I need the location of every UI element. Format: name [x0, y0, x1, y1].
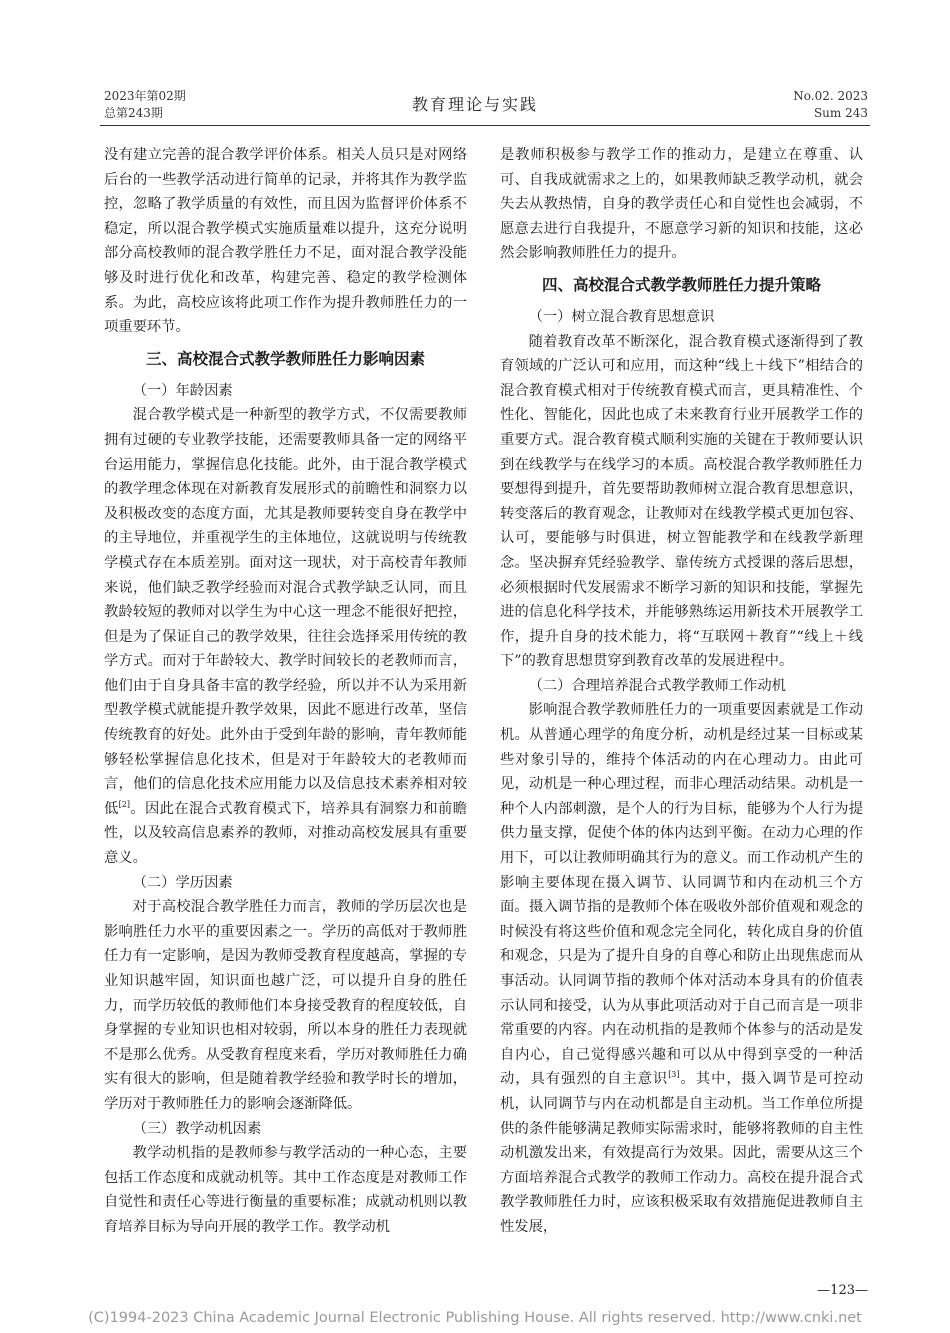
paragraph-text: 影响混合教学教师胜任力的一项重要因素就是工作动机。从普通心理学的角度分析，动机是经过某一目标或某些对象引导的，维持个体活动的内在心理动力。由此可见，动机是一种心理过程，而非心理活动结果。动机是一种个人内部刺激，是个人的行为目标，能够为个人行为提供力量支撑，促使个体的体内达到平衡。在动力心理的作用下，可以让教师明确其行为的意义。而工作动机产生的影响主要体现在摄入调节、认同调节和内在动机三个方面。摄入调节指的是教师个体在吸收外部价值观和观念的时候没有将这些价值和观念完全同化，转化成自身的价值和观念，只是为了提升自身的自尊心和防止出现焦虑而从事活动。认同调节指的教师个体对活动本身具有的价值表示认同和接受，认为从事此项活动对于自己而言是一项非常重要的内容。内在动机指的是教师个体参与的活动是发自内心，自己觉得感兴趣和可以从中得到享受的一种活动，具有强烈的自主意识 — [500, 702, 863, 1088]
issue-sum-en: Sum 243 — [813, 106, 868, 120]
section-heading: 四、高校混合式教学教师胜任力提升策略 — [541, 275, 821, 294]
subsection-heading: （二）学历因素 — [132, 874, 233, 891]
paragraph: 随着教育改革不断深化，混合教育模式逐渐得到了教育领域的广泛认可和应用，而这种“线上＋线下”相结合的混合教育模式相对于传统教育模式而言，更具精准性、个性化、智能化，因此也成了未来教育行业开展教学工作的重要方式。混合教育模式顺利实施的关键在于教师要认识到在线教学与在线学习的本质。高校混合教学教师胜任力要想得到提升，首先要帮助教师树立混合教育思想意识，转变落后的教育观念，让教师对在线教学模式更加包容、认可，要能够与时俱进，树立智能教学和在线教学新理念。坚决摒弃凭经验教学、靠传统方式授课的落后思想，必须根据时代发展需求不断学习新的知识和技能，掌握先进的信息化科学技术，并能够熟练运用新技术开展教学工作，提升自身的技术能力，将“互联网＋教育”“线上＋线下”的教育思想贯穿到教育改革的发展进程中。 — [500, 333, 863, 670]
issue-number-en: No.02. 2023 — [793, 89, 868, 103]
section-heading: 三、高校混合式教学教师胜任力影响因素 — [145, 349, 425, 368]
subsection-heading: （一）年龄因素 — [132, 382, 233, 399]
subsection-heading: （一）树立混合教育思想意识 — [528, 308, 715, 325]
page-number: —123— — [817, 1283, 868, 1298]
journal-title: 教育理论与实践 — [411, 95, 538, 114]
subsection-heading: （二）合理培养混合式教学教师工作动机 — [528, 677, 786, 694]
issue-info-en — [793, 88, 868, 122]
paragraph: 对于高校混合教学胜任力而言，教师的学历层次也是影响胜任力水平的重要因素之一。学历的高低对于教师胜任力有一定影响，是因为教师受教育程度越高，掌握的专业知识越牢固，知识面也越广泛，可以提升自身的胜任力，而学历较低的教师他们本身接受教育的程度较低，自身掌握的专业知识也相对较弱，所以本身的胜任力表现就不是那么优秀。从受教育程度来看，学历对教师胜任力确实有很大的影响，但是随着教学经验和教学时长的增加，学历对于教师胜任力的影响会逐渐降低。 — [104, 899, 467, 1112]
issue-total-number: 总第243期 — [104, 106, 163, 120]
right-column — [500, 143, 863, 1240]
paragraph-text: 混合教学模式是一种新型的教学方式，不仅需要教师拥有过硬的专业教学技能，还需要教师具备一定的网络平台运用能力，掌握信息化技能。此外，由于混合教学模式的教学理念体现在对新教育发展形式的前瞻性和洞察力以及积极改变的态度方面，尤其是教师要转变自身在教学中的主导地位，并重视学生的主体地位，这就说明与传统教学模式存在本质差别。面对这一现状，对于高校青年教师来说，他们缺乏教学经验而对混合式教学缺乏认同，而且教龄较短的教师对以学生为中心这一理念不能很好把控，但是为了保证自己的教学效果，往往会选择采用传统的教学方式。而对于年龄较大、教学时间较长的老教师而言，他们由于自身具备丰富的教学经验，所以并不认为采用新型教学模式就能提升教学效果，因此不愿进行改革，坚信传统教育的好处。此外由于受到年龄的影响，青年教师能够轻松掌握信息化技术，但是对于年龄较大的老教师而言，他们的信息化技术应用能力以及信息技术素养相对较低 — [104, 407, 467, 817]
citation: [2] — [118, 800, 130, 810]
header-divider — [100, 125, 870, 126]
paragraph — [500, 698, 863, 1239]
citation: [3] — [668, 1070, 680, 1080]
issue-year-number: 2023年第02期 — [104, 89, 186, 103]
paragraph: 没有建立完善的混合教学评价体系。相关人员只是对网络后台的一些教学活动进行简单的记录，并将其作为教学监控，忽略了教学质量的有效性，而且因为监督评价体系不稳定，所以混合教学模式实施质量难以提升，这充分说明部分高校教师的混合教学胜任力不足，面对混合教学没能够及时进行优化和改革，构建完善、稳定的教学检测体系。为此，高校应该将此项工作作为提升教师胜任力的一项重要环节。 — [104, 147, 467, 336]
paragraph: 教学动机指的是教师参与教学活动的一种心态，主要包括工作态度和成就动机等。其中工作态度是对教师工作自觉性和责任心等进行衡量的重要标准；成就动机则以教育培养目标为导向开展的教学工作。教学动机 — [104, 1145, 467, 1235]
page-header — [0, 0, 950, 130]
paragraph-text: 。因此在混合式教育模式下，培养具有洞察力和前瞻性，以及较高信息素养的教师，对推动高校发展具有重要意义。 — [104, 800, 468, 867]
paragraph-text: 。其中，摄入调节是可控动机，认同调节与内在动机都是自主动机。当工作单位所提供的条件能够满足教师实际需求时，能够将教师的自主性动机激发出来，有效提高行为效果。因此，需要从这三个方面培养混合式教学的教师工作动力。高校在提升混合式教学教师胜任力时，应该积极采取有效措施促进教师自主性发展， — [500, 1071, 864, 1235]
copyright-footer: (C)1994-2023 China Academic Journal Electronic Publishing House. All rights reserved. http://www.cnki.net — [88, 1310, 862, 1326]
paragraph — [104, 403, 467, 870]
subsection-heading: （三）教学动机因素 — [132, 1120, 262, 1137]
paragraph: 是教师积极参与教学工作的推动力，是建立在尊重、认可、自我成就需求之上的，如果教师缺乏教学动机，就会失去从教热情，自身的教学责任心和自觉性也会减弱，不愿意去进行自我提升，不愿意学习新的知识和技能，这必然会影响教师胜任力的提升。 — [500, 147, 863, 262]
left-column — [104, 143, 467, 1240]
